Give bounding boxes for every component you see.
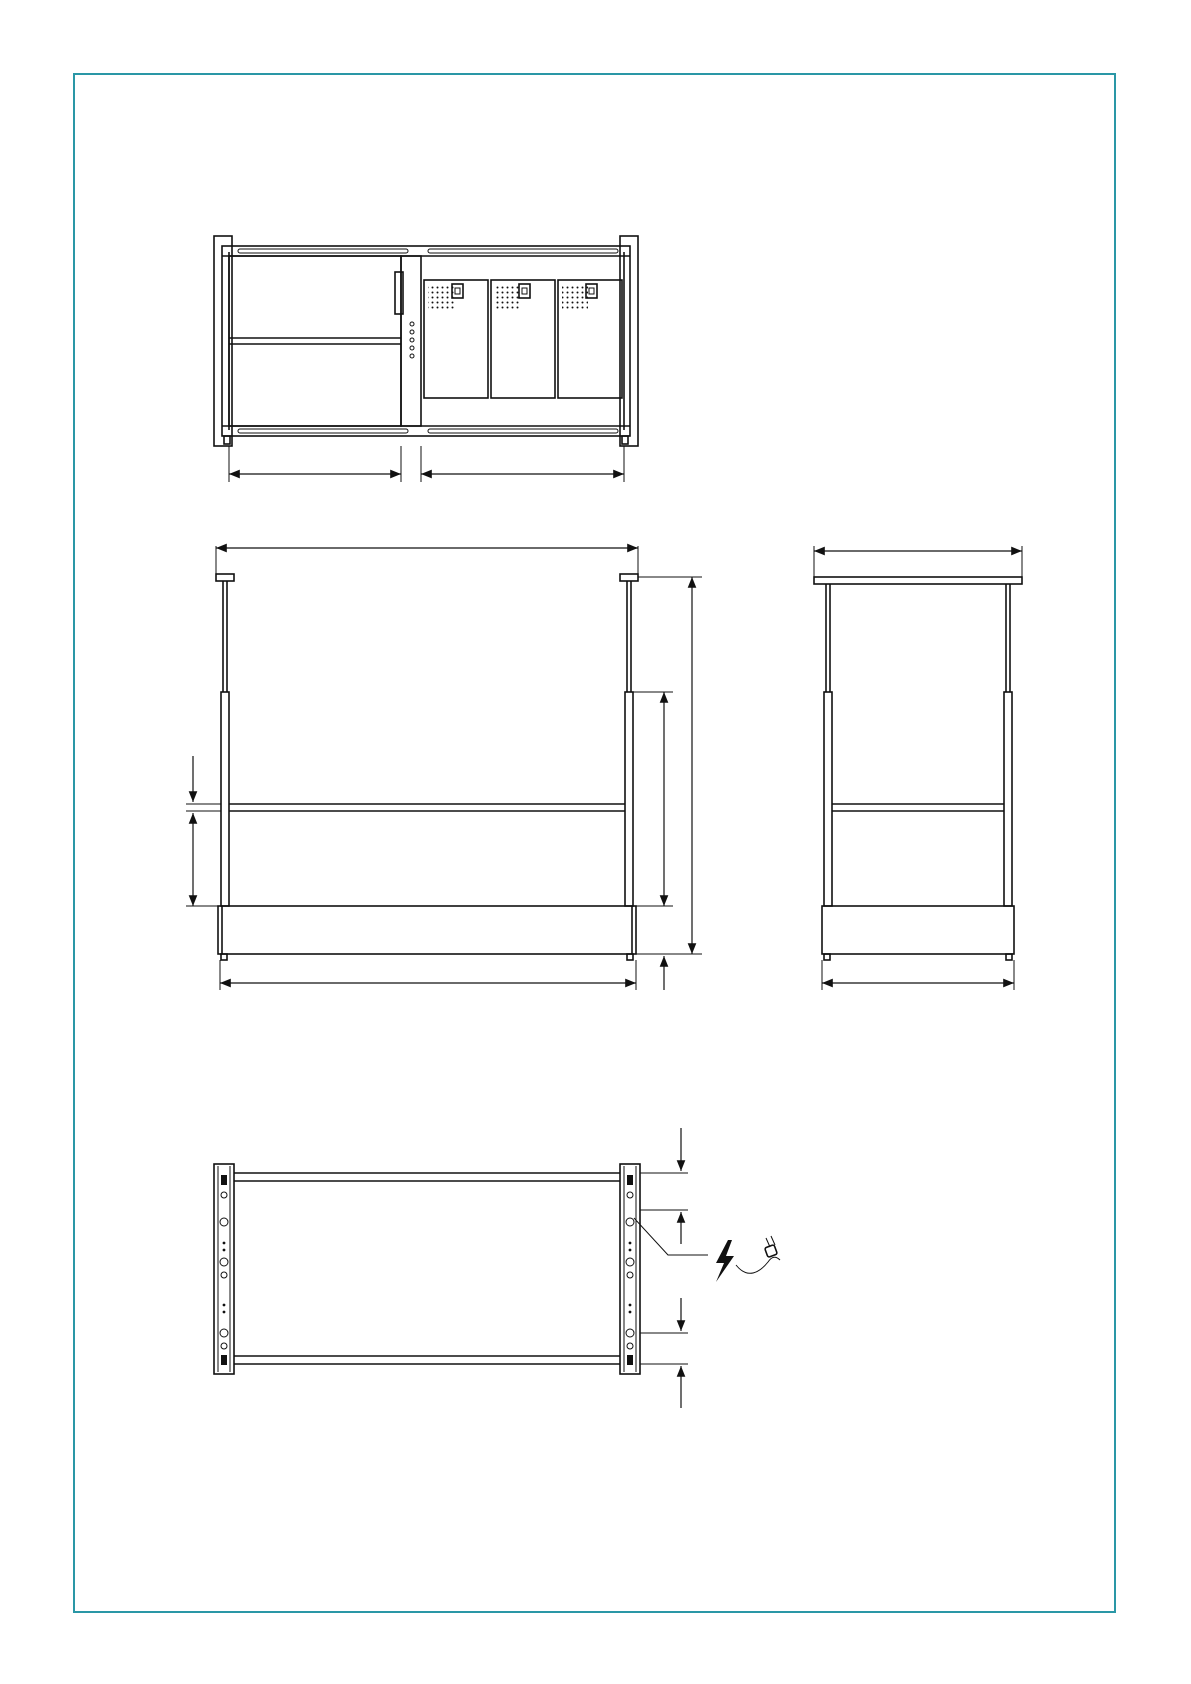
power-plug-icon <box>765 1236 778 1257</box>
power-leader-line <box>634 1218 708 1255</box>
side-elevation <box>814 546 1022 990</box>
power-cord <box>736 1257 780 1273</box>
front-elevation <box>186 546 702 990</box>
module-3 <box>558 280 622 398</box>
module-1 <box>424 280 488 398</box>
front-view-top <box>214 236 638 482</box>
lightning-bolt-icon <box>716 1240 734 1282</box>
module-2 <box>491 280 555 398</box>
plan-view <box>214 1128 780 1408</box>
